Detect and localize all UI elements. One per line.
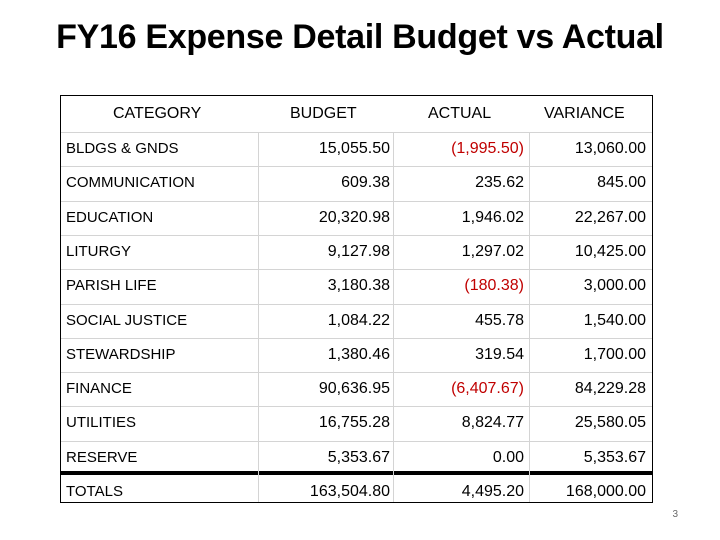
actual-cell: 1,946.02 xyxy=(461,208,524,226)
column-divider xyxy=(258,132,259,502)
expense-table xyxy=(60,95,653,503)
category-cell: FINANCE xyxy=(66,380,132,398)
header-category: CATEGORY xyxy=(113,105,202,122)
actual-cell: 0.00 xyxy=(492,448,524,466)
category-cell: BLDGS & GNDS xyxy=(66,140,179,157)
variance-cell: 10,425.00 xyxy=(574,242,646,260)
category-cell: LITURGY xyxy=(66,242,132,260)
category-cell: STEWARDSHIP xyxy=(66,345,176,363)
budget-cell: 1,380.46 xyxy=(327,345,390,363)
actual-cell: 455.78 xyxy=(475,311,524,329)
column-divider xyxy=(393,132,394,502)
actual-cell: (1,995.50) xyxy=(451,140,524,157)
category-cell: UTILITIES xyxy=(66,414,137,432)
actual-cell: 4,495.20 xyxy=(461,483,524,500)
budget-cell: 1,084.22 xyxy=(327,311,390,329)
page-number: 3 xyxy=(672,509,678,520)
actual-cell: (6,407.67) xyxy=(451,380,524,398)
variance-cell: 1,540.00 xyxy=(583,311,646,329)
variance-cell: 3,000.00 xyxy=(583,277,646,295)
header-actual: ACTUAL xyxy=(428,105,492,122)
category-cell: RESERVE xyxy=(66,448,138,466)
actual-cell: (180.38) xyxy=(464,277,524,295)
budget-cell: 16,755.28 xyxy=(318,414,390,432)
category-cell: PARISH LIFE xyxy=(66,277,157,295)
variance-cell: 168,000.00 xyxy=(565,483,646,500)
variance-cell: 22,267.00 xyxy=(574,208,646,226)
header-budget: BUDGET xyxy=(290,105,357,122)
header-variance: VARIANCE xyxy=(544,105,625,122)
variance-cell: 84,229.28 xyxy=(574,380,646,398)
actual-cell: 235.62 xyxy=(475,174,524,192)
budget-cell: 3,180.38 xyxy=(327,277,390,295)
category-cell: EDUCATION xyxy=(66,208,154,226)
actual-cell: 8,824.77 xyxy=(461,414,524,432)
budget-cell: 609.38 xyxy=(341,174,390,192)
variance-cell: 845.00 xyxy=(597,174,646,192)
variance-cell: 25,580.05 xyxy=(574,414,646,432)
budget-cell: 15,055.50 xyxy=(318,140,390,157)
variance-cell: 13,060.00 xyxy=(574,140,646,157)
actual-cell: 319.54 xyxy=(475,345,524,363)
budget-cell: 9,127.98 xyxy=(327,242,390,260)
actual-cell: 1,297.02 xyxy=(461,242,524,260)
variance-cell: 5,353.67 xyxy=(583,448,646,466)
category-cell: SOCIAL JUSTICE xyxy=(66,311,188,329)
category-cell: COMMUNICATION xyxy=(66,174,195,192)
budget-cell: 90,636.95 xyxy=(318,380,390,398)
variance-cell: 1,700.00 xyxy=(583,345,646,363)
slide-title: FY16 Expense Detail Budget vs Actual xyxy=(56,18,664,56)
budget-cell: 163,504.80 xyxy=(309,483,390,500)
column-divider xyxy=(529,132,530,502)
category-cell: TOTALS xyxy=(66,483,123,500)
budget-cell: 5,353.67 xyxy=(327,448,390,466)
budget-cell: 20,320.98 xyxy=(318,208,390,226)
